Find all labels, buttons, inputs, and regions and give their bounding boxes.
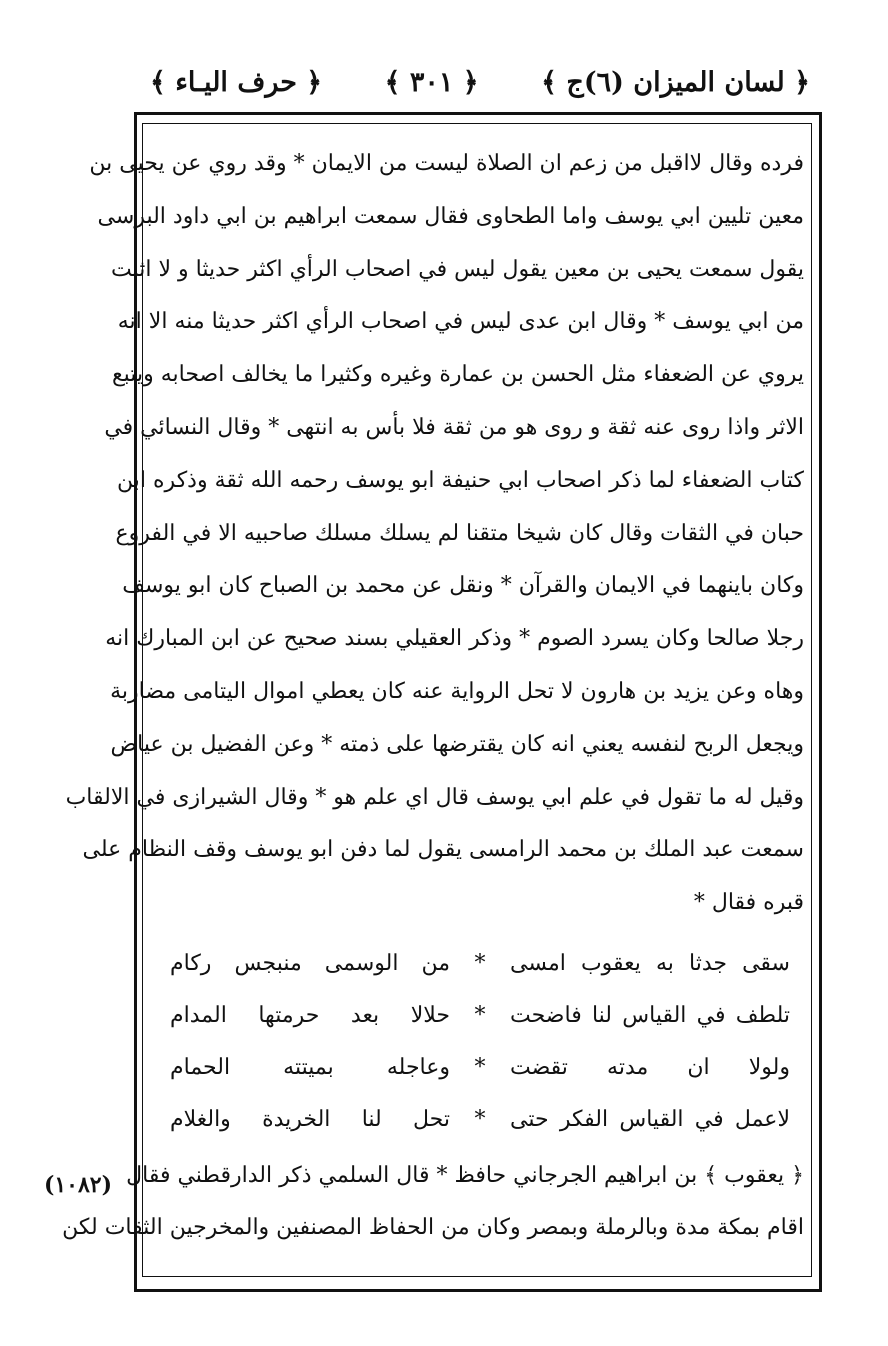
verse-first-hemistich: سقى جدثا به يعقوب امسى — [510, 951, 790, 976]
text-line: قبره فقال * — [693, 890, 804, 916]
verse-second-hemistich: وعاجله بميتته الحمام — [170, 1055, 450, 1080]
main-text — [65, 138, 804, 930]
verse-separator: * — [474, 1003, 486, 1028]
verse-first-hemistich: ولولا ان مدته تقضت — [510, 1055, 790, 1080]
text-line: وهاه وعن يزيد بن هارون لا تحل الرواية عنه كان يعطي اموال اليتامى مضاربة — [110, 678, 804, 704]
text-line: الاثر واذا روى عنه ثقة و روى هو من ثقة فلا بأس به انتهى * وقال النسائي في — [104, 414, 804, 440]
margin-entry-number: (١٠٨٢) — [43, 1172, 113, 1198]
header-page-number: ﴿ ٣٠١ ﴾ — [384, 66, 479, 98]
text-line: سمعت عبد الملك بن محمد الرامسى يقول لما دفن ابو يوسف وقف النظام على — [82, 837, 804, 863]
verse-separator: * — [474, 1055, 486, 1080]
text-line: معين تليين ابي يوسف واما الطحاوى فقال سمعت ابراهيم بن ابي داود البرسى — [97, 203, 804, 229]
text-line: اقام بمكة مدة وبالرملة وبمصر وكان من الحفاظ المصنفين والمخرجين الثقات لكن — [62, 1215, 804, 1240]
text-line: وكان باينهما في الايمان والقرآن * ونقل عن محمد بن الصباح كان ابو يوسف — [122, 573, 804, 599]
text-line: ويجعل الربح لنفسه يعني انه كان يقترضها على ذمته * وعن الفضيل بن عياض — [110, 731, 804, 757]
page-header — [150, 58, 810, 106]
verse-second-hemistich: من الوسمى منبجس ركام — [170, 951, 450, 976]
text-line: يروي عن الضعفاء مثل الحسن بن عمارة وغيره وكثيرا ما يخالف اصحابه ويتبع — [111, 362, 804, 388]
verse-separator: * — [474, 1107, 486, 1132]
poem-verse — [170, 1042, 790, 1094]
text-line: يقول سمعت يحيى بن معين يقول ليس في اصحاب الرأي اكثر حديثا و لا اثبت — [111, 256, 804, 282]
poem-verse — [170, 990, 790, 1042]
poem-verse — [170, 1094, 790, 1146]
text-line: حبان في الثقات وقال كان شيخا متقنا لم يسلك مسلك صاحبيه الا في الفروع — [115, 520, 804, 546]
text-line: وقيل له ما تقول في علم ابي يوسف قال اي علم هو * وقال الشيرازى في الالقاب — [65, 784, 804, 810]
verse-first-hemistich: لاعمل في القياس الفكر حتى — [510, 1107, 790, 1132]
header-book-title: ﴿ لسان الميزان (٦)ج ﴾ — [541, 66, 810, 98]
text-line: كتاب الضعفاء لما ذكر اصحاب ابي حنيفة ابو يوسف رحمه الله ثقة وذكره ابن — [117, 467, 804, 493]
header-chapter: ﴿ حرف اليـاء ﴾ — [150, 66, 323, 98]
text-line: ﴿ يعقوب ﴾ بن ابراهيم الجرجاني حافظ * قال السلمي ذكر الدارقطني فقال — [126, 1163, 804, 1188]
poem-verse — [170, 938, 790, 990]
verse-second-hemistich: حلالا بعد حرمتها المدام — [170, 1003, 450, 1028]
verse-first-hemistich: تلطف في القياس لنا فاضحت — [510, 1003, 790, 1028]
verse-separator: * — [474, 951, 486, 976]
poem — [170, 938, 790, 1146]
text-line: رجلا صالحا وكان يسرد الصوم * وذكر العقيلي بسند صحيح عن ابن المبارك انه — [105, 626, 804, 652]
verse-second-hemistich: تحل لنا الخريدة والغلام — [170, 1107, 450, 1132]
text-line: فرده وقال لااقبل من زعم ان الصلاة ليست من الايمان * وقد روي عن يحيى بن — [89, 151, 804, 176]
text-line: من ابي يوسف * وقال ابن عدى ليس في اصحاب الرأي اكثر حديثا منه الا انه — [117, 309, 804, 335]
